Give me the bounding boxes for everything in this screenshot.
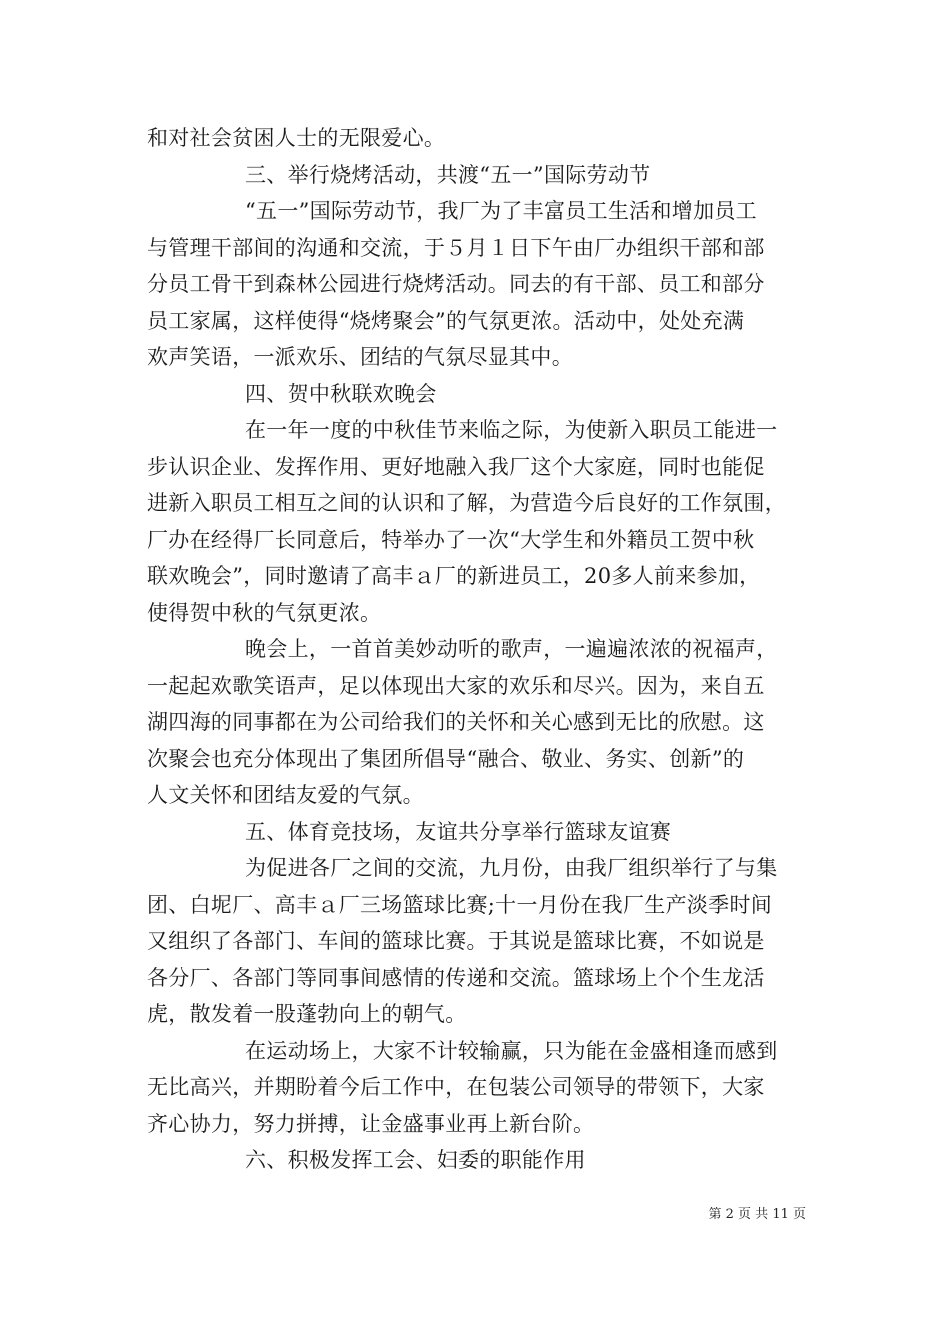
text-line: 团、白坭厂、高丰ａ厂三场篮球比赛;十一月份在我厂生产淡季时间 bbox=[147, 892, 773, 917]
paragraph-first-line: 四、贺中秋联欢晚会 bbox=[245, 381, 437, 406]
text-line: 又组织了各部门、车间的篮球比赛。于其说是篮球比赛，不如说是 bbox=[147, 929, 765, 953]
text-line: 分员工骨干到森林公园进行烧烤活动。同去的有干部、员工和部分 bbox=[147, 272, 765, 296]
text-line: 人文关怀和团结友爱的气氛。 bbox=[147, 783, 424, 807]
text-line: 欢声笑语，一派欢乐、团结的气氛尽显其中。 bbox=[147, 345, 573, 369]
text-line: 步认识企业、发挥作用、更好地融入我厂这个大家庭，同时也能促 bbox=[147, 454, 765, 479]
paragraph-first-line: 六、积极发挥工会、妇委的职能作用 bbox=[245, 1148, 586, 1172]
text-line: 齐心协力，努力拼搏，让金盛事业再上新台阶。 bbox=[147, 1111, 595, 1136]
text-line: 进新入职员工相互之间的认识和了解，为营造今后良好的工作氛围， bbox=[147, 491, 786, 515]
body-text bbox=[147, 120, 807, 1179]
text-line: 厂办在经得厂长同意后，特举办了一次“大学生和外籍员工贺中秋 bbox=[147, 527, 755, 552]
paragraph-first-line: 三、举行烧烤活动，共渡“五一”国际劳动节 bbox=[245, 162, 651, 187]
text-line: 无比高兴，并期盼着今后工作中，在包装公司领导的带领下，大家 bbox=[147, 1075, 765, 1099]
text-line: 与管理干部间的沟通和交流，于５月１日下午由厂办组织干部和部 bbox=[147, 235, 765, 260]
page-footer: 第 2 页 共 11 页 bbox=[708, 1207, 806, 1222]
paragraph-first-line: 在一年一度的中秋佳节来临之际，为使新入职员工能进一 bbox=[245, 418, 778, 442]
paragraph-first-line: “五一”国际劳动节，我厂为了丰富员工生活和增加员工 bbox=[245, 199, 757, 223]
text-line: 和对社会贫困人士的无限爱心。 bbox=[147, 126, 446, 150]
paragraph-first-line: 五、体育竞技场，友谊共分享举行篮球友谊赛 bbox=[245, 819, 671, 844]
text-line: 员工家属，这样使得“烧烤聚会”的气氛更浓。活动中，处处充满 bbox=[147, 308, 745, 333]
text-line: 虎，散发着一股蓬勃向上的朝气。 bbox=[147, 1002, 467, 1026]
text-line: 联欢晚会”，同时邀请了高丰ａ厂的新进员工，20多人前来参加， bbox=[147, 564, 761, 588]
paragraph-first-line: 为促进各厂之间的交流，九月份，由我厂组织举行了与集 bbox=[245, 856, 778, 880]
text-line: 使得贺中秋的气氛更浓。 bbox=[147, 600, 382, 625]
text-line: 湖四海的同事都在为公司给我们的关怀和关心感到无比的欣慰。这 bbox=[147, 710, 765, 734]
text-line: 各分厂、各部门等同事间感情的传递和交流。篮球场上个个生龙活 bbox=[147, 965, 765, 990]
text-line: 次聚会也充分体现出了集团所倡导“融合、敬业、务实、创新”的 bbox=[147, 746, 745, 771]
paragraph-first-line: 在运动场上，大家不计较输赢，只为能在金盛相逢而感到 bbox=[245, 1038, 778, 1063]
paragraph-first-line: 晚会上，一首首美妙动听的歌声，一遍遍浓浓的祝福声， bbox=[245, 637, 778, 661]
text-line: 一起起欢歌笑语声，足以体现出大家的欢乐和尽兴。因为，来自五 bbox=[147, 673, 765, 698]
